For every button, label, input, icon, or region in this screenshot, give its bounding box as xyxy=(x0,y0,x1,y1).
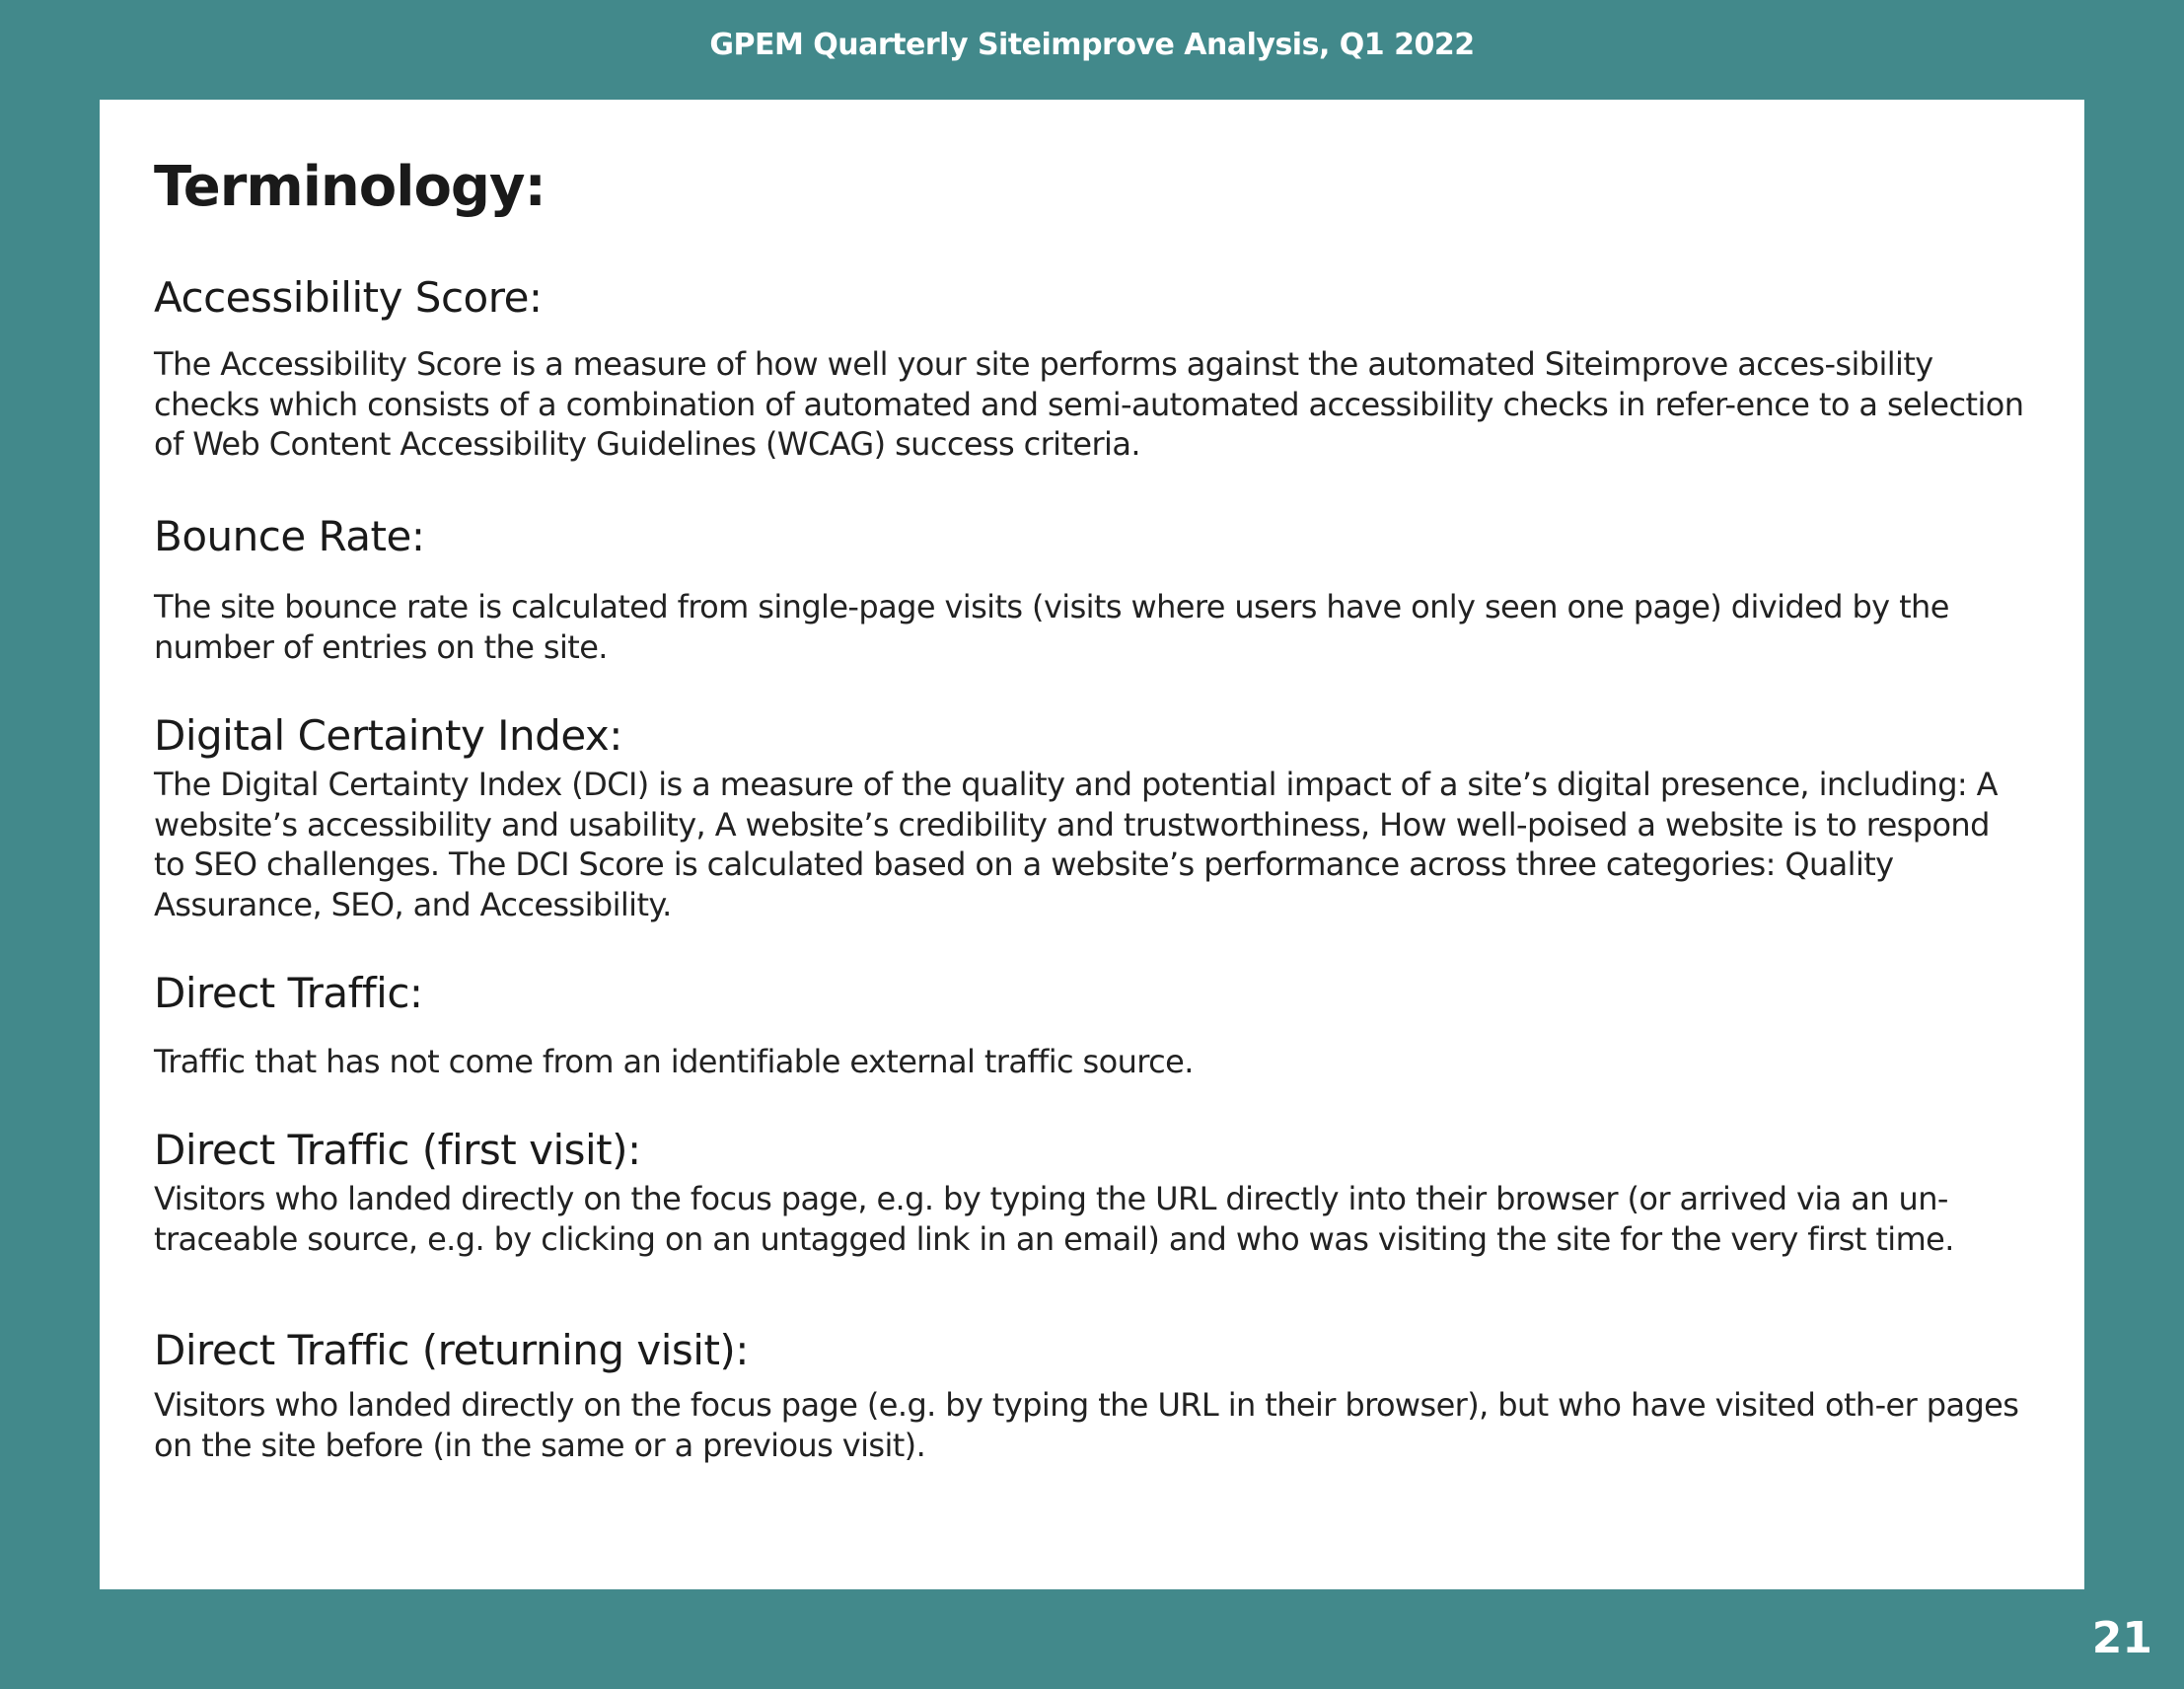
term-title: Accessibility Score: xyxy=(154,273,543,322)
page-number: 21 xyxy=(2091,1613,2152,1663)
term-title: Direct Traffic: xyxy=(154,969,423,1017)
page-title: Terminology: xyxy=(154,155,546,219)
term-direct-traffic-first-visit xyxy=(154,1126,2028,1259)
term-definition: Traffic that has not come from an identifiable external traffic source. xyxy=(154,1043,1194,1080)
term-definition: Visitors who landed directly on the focus page (e.g. by typing the URL in their browser), but who have visited oth-er pages on the site before (in the same or a previous visit). xyxy=(154,1386,2019,1464)
content-panel xyxy=(100,100,2084,1589)
term-bounce-rate xyxy=(154,512,2028,667)
term-definition: The Accessibility Score is a measure of how well your site performs against the automated Siteimprove acces-sibility checks which consists of a combination of automated and semi-automated accessibility checks in refer-ence to a selection of Web Content Accessibility Guidelines (WCAG) success criteria. xyxy=(154,345,2024,463)
term-title: Bounce Rate: xyxy=(154,512,425,560)
term-definition: The Digital Certainty Index (DCI) is a measure of the quality and potential impact of a site’s digital presence, including: A website’s accessibility and usability, A website’s credibility and trustworthiness, How well-poised a website is to respond to SEO challenges. The DCI Score is calculated based on a website’s performance across three categories: Quality Assurance, SEO, and Accessibility. xyxy=(154,766,1998,923)
term-definition: The site bounce rate is calculated from single-page visits (visits where users have only seen one page) divided by the number of entries on the site. xyxy=(154,588,1949,666)
term-accessibility-score xyxy=(154,273,2028,465)
term-title: Direct Traffic (returning visit): xyxy=(154,1326,749,1374)
term-direct-traffic-returning-visit xyxy=(154,1326,2028,1465)
term-digital-certainty-index xyxy=(154,711,2028,924)
term-title: Direct Traffic (first visit): xyxy=(154,1126,641,1174)
document-header-title: GPEM Quarterly Siteimprove Analysis, Q1 2022 xyxy=(709,28,1475,62)
term-direct-traffic xyxy=(154,969,2028,1082)
term-definition: Visitors who landed directly on the focus page, e.g. by typing the URL directly into their browser (or arrived via an un-traceable source, e.g. by clicking on an untagged link in an email) and who was visiting the site for the very first time. xyxy=(154,1180,1954,1258)
term-title: Digital Certainty Index: xyxy=(154,711,622,760)
